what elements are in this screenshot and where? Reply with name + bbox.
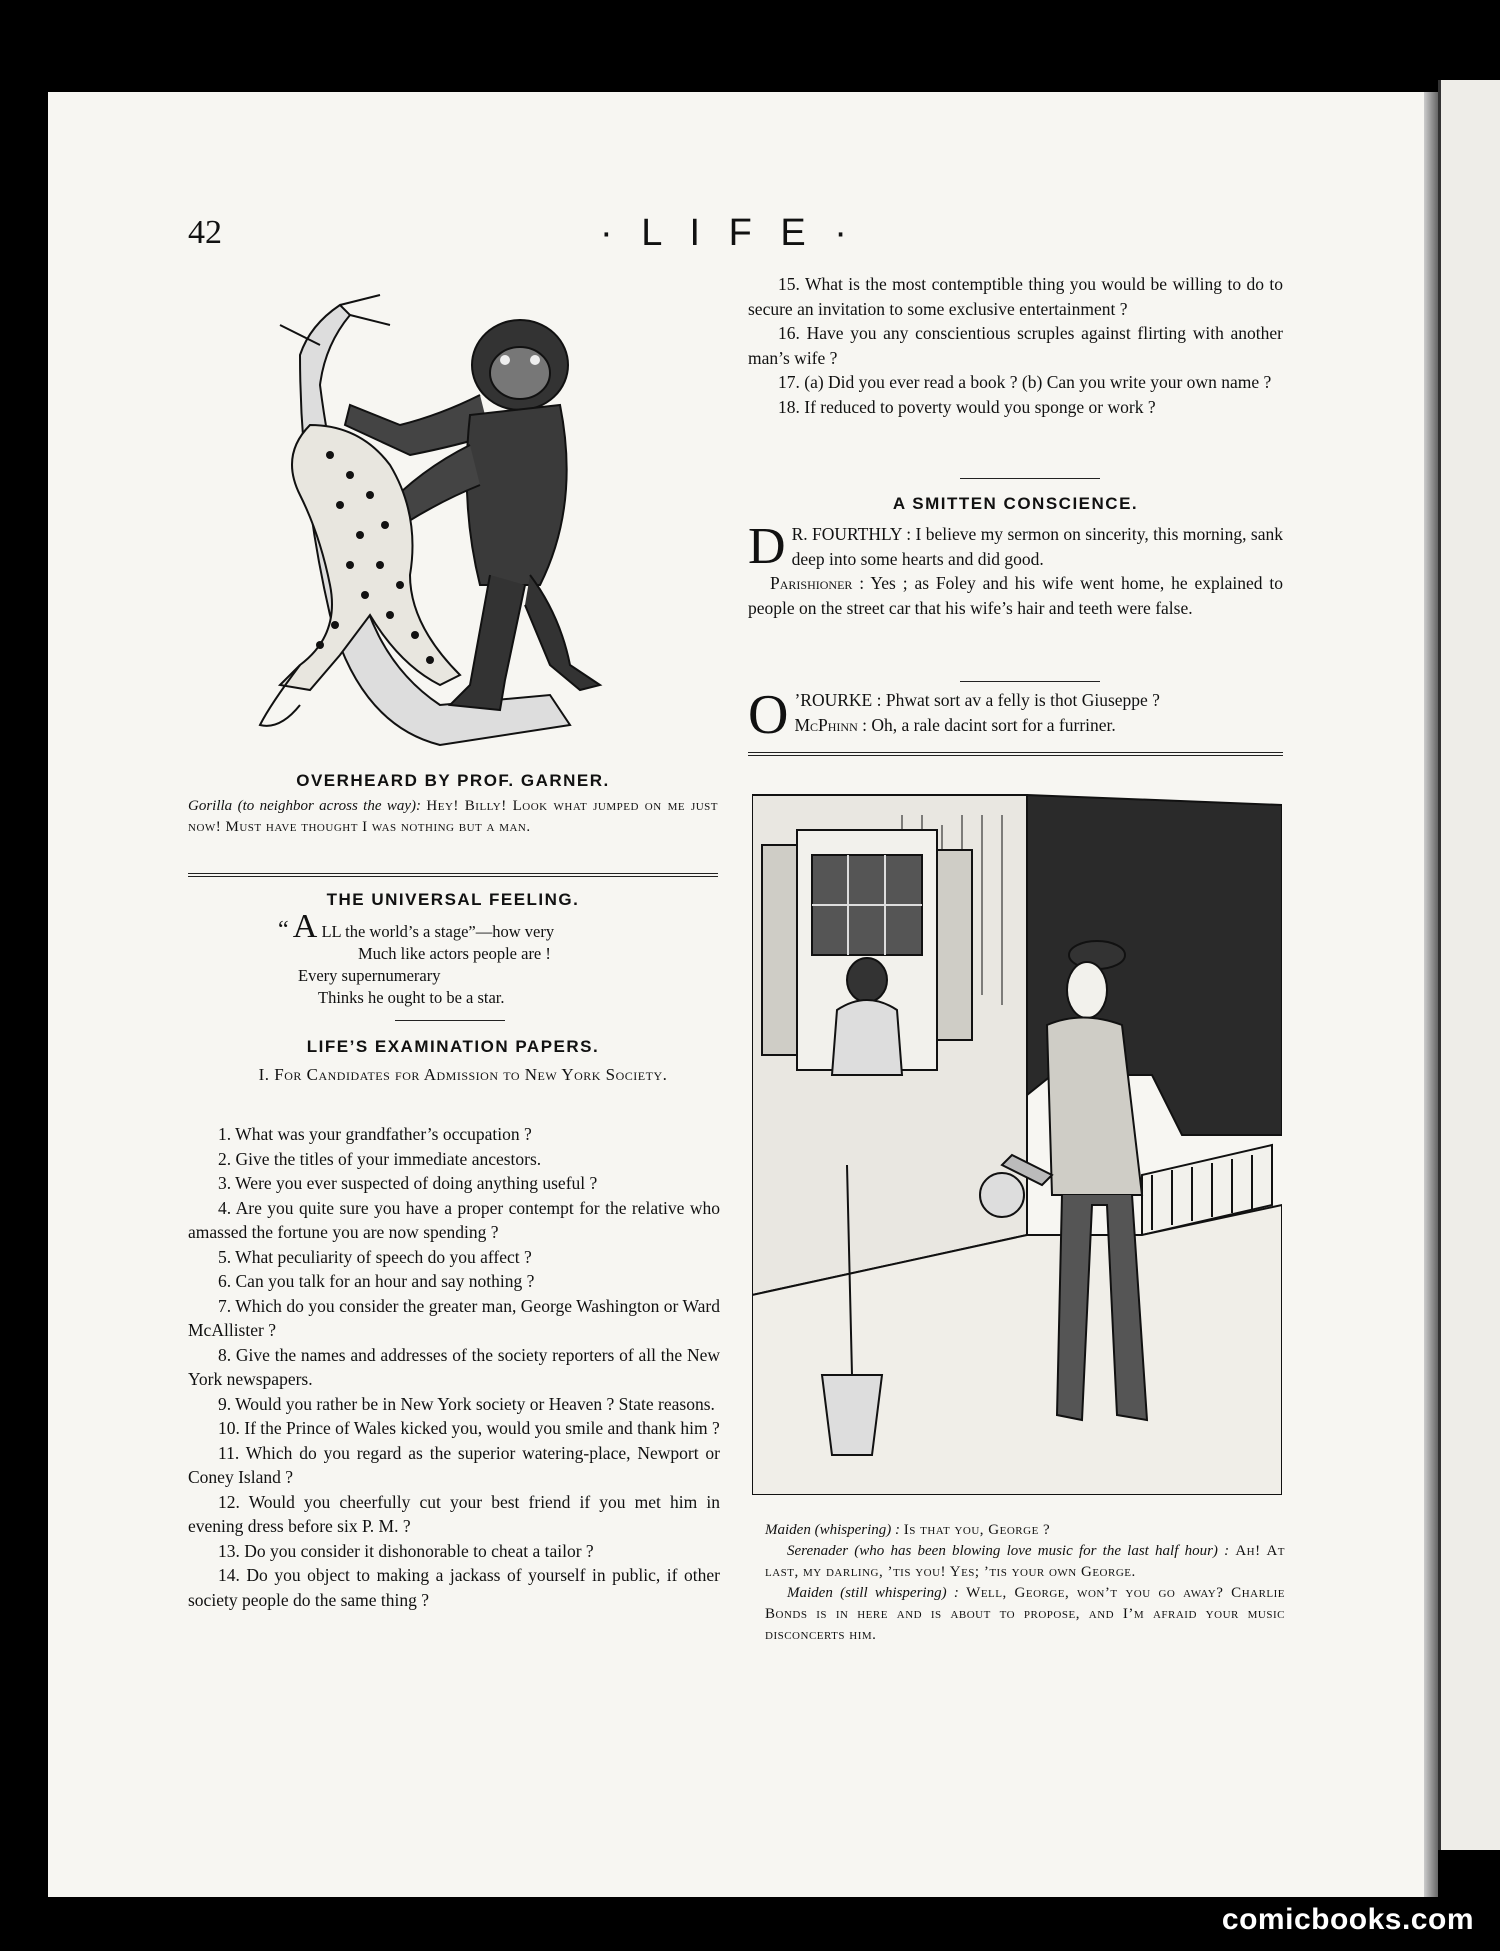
maiden-dialogue: Well, George, won’t you go away? Charlie Bonds is in here and is about to propose, and I’m afraid your music disconcerts him.: [765, 1585, 1286, 1643]
poem-line-3: Every supernumerary: [298, 966, 441, 985]
caption-dialogue: Hey! Billy! Look what jumped on me just now! Must have thought I was nothing but a man.: [188, 798, 719, 835]
caption-stage-direction: (to neighbor across the way):: [237, 798, 422, 814]
exam-question: 15. What is the most contemptible thing you would be willing to do to secure an invitation to some exclusive entertainment ?: [748, 274, 1283, 319]
orourke-drop-cap: O: [748, 684, 789, 746]
universal-feeling-poem: [278, 908, 678, 1009]
orourke-joke: [748, 684, 1283, 746]
section-divider: [188, 873, 718, 877]
exam-question: 13. Do you consider it dishonorable to cheat a tailor ?: [218, 1540, 594, 1561]
exam-questions-left: [188, 1122, 720, 1612]
exam-question: 5. What peculiarity of speech do you affect ?: [218, 1246, 532, 1267]
mcphinn-speaker: McPhinn :: [794, 714, 867, 735]
smitten-paragraph-2-text: Yes ; as Foley and his wife went home, he explained to people on the street car that his wife’s hair and teeth were false.: [748, 573, 1283, 618]
exam-question: 8. Give the names and addresses of the society reporters of all the New York newspapers.: [188, 1344, 720, 1389]
parishioner-speaker: Parishioner :: [770, 573, 865, 593]
exam-question: 12. Would you cheerfully cut your best friend if you met him in evening dress before six P. M. ?: [188, 1491, 720, 1536]
smitten-paragraph-2: [748, 571, 1283, 620]
poem-line-2: Much like actors people are !: [358, 944, 551, 963]
maiden-direction: (still whispering) :: [840, 1585, 959, 1601]
serenade-caption: [765, 1520, 1285, 1646]
page-number: 42: [188, 214, 222, 251]
maiden-speaker: Maiden: [765, 1522, 811, 1538]
orourke-line-2: [748, 713, 1283, 738]
gorilla-cartoon-caption: [188, 796, 718, 838]
exam-question: 6. Can you talk for an hour and say nothing ?: [218, 1271, 535, 1291]
gorilla-cartoon-heading: OVERHEARD BY PROF. GARNER.: [296, 771, 610, 790]
caption-line-maiden-1: [765, 1520, 1285, 1541]
serenade-illustration: [752, 775, 1282, 1495]
maiden-direction: (whispering) :: [814, 1522, 900, 1538]
exam-papers-subheading: I. For Candidates for Admission to New York Society.: [258, 1065, 668, 1084]
smitten-conscience-text: [748, 518, 1283, 620]
short-divider: [960, 681, 1100, 682]
serenader-dialogue: Ah! At last, my darling, ’tis you! Yes; ’tis your own George.: [765, 1543, 1286, 1580]
exam-questions-right: [748, 272, 1283, 419]
poem-open-quote: “: [278, 917, 289, 943]
orourke-line-1: ’ROURKE : Phwat sort av a felly is thot Giuseppe ?: [794, 690, 1160, 710]
exam-question: 3. Were you ever suspected of doing anything useful ?: [218, 1173, 598, 1193]
exam-papers-heading: LIFE’S EXAMINATION PAPERS.: [306, 1037, 600, 1056]
poem-line-1-text: LL the world’s a stage”—how very: [321, 922, 555, 941]
orourke-line-2-text: Oh, a rale dacint sort for a furriner.: [866, 714, 1116, 735]
exam-question: 7. Which do you consider the greater man, George Washington or Ward McAllister ?: [188, 1295, 720, 1340]
exam-question: 1. What was your grandfather’s occupation ?: [218, 1124, 532, 1144]
caption-line-serenader: [765, 1541, 1285, 1583]
exam-question: 2. Give the titles of your immediate ancestors.: [218, 1148, 542, 1169]
serenader-direction: (who has been blowing love music for the last half hour) :: [854, 1543, 1230, 1559]
maiden-speaker: Maiden: [787, 1585, 833, 1601]
universal-feeling-heading: THE UNIVERSAL FEELING.: [326, 890, 580, 909]
gorilla-leopard-illustration: [240, 285, 730, 760]
exam-question: 14. Do you object to making a jackass of yourself in public, if other society people do the same thing ?: [188, 1565, 720, 1610]
exam-question: 10. If the Prince of Wales kicked you, would you smile and thank him ?: [218, 1418, 720, 1438]
exam-question: 4. Are you quite sure you have a proper contempt for the relative who amassed the fortune you are now spending ?: [188, 1197, 720, 1242]
short-divider: [395, 1020, 505, 1021]
exam-question: 9. Would you rather be in New York society or Heaven ? State reasons.: [218, 1393, 715, 1414]
section-divider: [748, 752, 1283, 756]
smitten-paragraph-1-text: R. FOURTHLY : I believe my sermon on sincerity, this morning, sank deep into some hearts and did good.: [791, 524, 1283, 569]
serenader-speaker: Serenader: [787, 1543, 849, 1559]
caption-line-maiden-2: [765, 1583, 1285, 1646]
poem-drop-cap: A: [292, 908, 318, 945]
exam-question: 17. (a) Did you ever read a book ? (b) Can you write your own name ?: [778, 372, 1272, 392]
exam-question: 16. Have you any conscientious scruples against flirting with another man’s wife ?: [748, 323, 1283, 368]
poem-line-4: Thinks he ought to be a star.: [318, 988, 505, 1007]
smitten-conscience-heading: A SMITTEN CONSCIENCE.: [892, 494, 1139, 513]
masthead-title: · L I F E ·: [600, 212, 856, 254]
smitten-paragraph-1: [748, 518, 1283, 575]
smitten-drop-cap: D: [748, 518, 786, 575]
exam-question: 18. If reduced to poverty would you sponge or work ?: [778, 396, 1156, 417]
poem-line-1: [278, 908, 678, 945]
short-divider: [960, 478, 1100, 479]
exam-question: 11. Which do you regard as the superior watering-place, Newport or Coney Island ?: [188, 1442, 720, 1487]
maiden-dialogue: Is that you, George ?: [903, 1522, 1051, 1538]
facing-page-edge: [1438, 80, 1500, 1850]
site-watermark: comicbooks.com: [1221, 1903, 1474, 1936]
caption-speaker: Gorilla: [188, 798, 233, 814]
page-gutter-shadow: [1424, 92, 1438, 1897]
